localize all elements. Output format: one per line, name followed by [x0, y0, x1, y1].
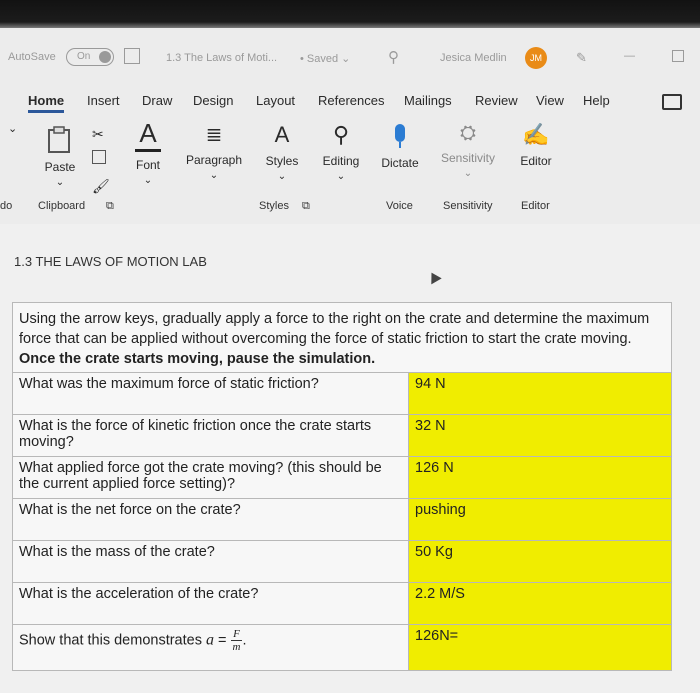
- paste-label: Paste: [44, 160, 76, 174]
- dialog-launcher-icon[interactable]: ⧉: [106, 200, 114, 212]
- document-page[interactable]: [0, 224, 700, 693]
- editor-label: Editor: [520, 154, 552, 168]
- question-cell[interactable]: What is the force of kinetic friction once the crate starts moving?: [13, 415, 409, 457]
- document-title[interactable]: 1.3 The Laws of Moti...: [166, 52, 278, 64]
- intro-bold-text: Once the crate starts moving, pause the simulation.: [19, 351, 376, 367]
- table-row: [13, 303, 672, 373]
- undo-group-label: do: [0, 200, 13, 212]
- format-painter-icon[interactable]: 🖌: [92, 178, 110, 194]
- tab-design[interactable]: Design: [193, 93, 234, 108]
- paragraph-icon: ≣: [205, 124, 223, 146]
- page-title: 1.3 THE LAWS OF MOTION LAB: [14, 254, 207, 269]
- chevron-down-icon[interactable]: ⌄: [209, 170, 219, 181]
- pen-icon[interactable]: ✎: [576, 50, 587, 65]
- formula-lhs: a: [206, 631, 214, 649]
- formula-equals: =: [218, 632, 227, 649]
- save-icon[interactable]: [124, 48, 140, 64]
- ribbon: [0, 118, 700, 218]
- chevron-down-icon[interactable]: ⌄: [55, 177, 65, 188]
- editor-icon: ✍: [522, 122, 550, 147]
- editor-button[interactable]: [514, 122, 558, 168]
- table-row: [13, 583, 672, 625]
- paste-button[interactable]: [40, 124, 80, 188]
- mouse-cursor-icon: [426, 270, 441, 285]
- tab-mailings[interactable]: Mailings: [404, 93, 452, 108]
- answer-cell[interactable]: 50 Kg: [409, 541, 672, 583]
- title-bar: [0, 28, 700, 84]
- lab-table: [12, 302, 672, 671]
- copy-icon[interactable]: [92, 150, 106, 164]
- dictate-button[interactable]: [378, 122, 422, 170]
- microphone-icon: [392, 122, 408, 150]
- formula-numerator: F: [231, 628, 243, 641]
- question-cell[interactable]: What is the net force on the crate?: [13, 499, 409, 541]
- table-row: [13, 625, 672, 671]
- editing-label: Editing: [322, 154, 360, 168]
- question-cell[interactable]: What is the acceleration of the crate?: [13, 583, 409, 625]
- user-name[interactable]: Jesica Medlin: [440, 52, 507, 64]
- clipboard-group-label: Clipboard: [38, 200, 86, 212]
- ribbon-tabs: [0, 88, 700, 135]
- tab-insert[interactable]: Insert: [87, 93, 120, 108]
- dictate-label: Dictate: [381, 156, 419, 170]
- intro-text: Using the arrow keys, gradually apply a force to the right on the crate and determine the maximum force that can be applied without overcoming the force of static friction to start the crate moving.: [19, 311, 650, 347]
- formula-fraction: [231, 628, 243, 653]
- answer-cell[interactable]: 94 N: [409, 373, 672, 415]
- tab-home[interactable]: Home: [28, 93, 64, 113]
- answer-cell[interactable]: 2.2 M/S: [409, 583, 672, 625]
- clipboard-icon: [45, 124, 75, 154]
- cut-icon[interactable]: ✂: [92, 126, 104, 142]
- styles-button[interactable]: [262, 122, 302, 182]
- autosave-toggle[interactable]: [66, 48, 114, 66]
- tab-references[interactable]: References: [318, 93, 385, 108]
- question-cell[interactable]: What applied force got the crate moving? (this should be the current applied force setting)?: [13, 457, 409, 499]
- font-icon: A: [135, 118, 161, 152]
- search-icon: ⚲: [332, 122, 350, 147]
- restore-icon[interactable]: [672, 50, 684, 62]
- table-row: [13, 415, 672, 457]
- voice-group-label: Voice: [386, 200, 413, 212]
- answer-cell[interactable]: 126 N: [409, 457, 672, 499]
- dialog-launcher-icon[interactable]: ⧉: [302, 200, 310, 212]
- styles-label: Styles: [265, 154, 299, 168]
- table-row: [13, 457, 672, 499]
- saved-status[interactable]: • Saved ⌄: [300, 53, 351, 65]
- chevron-down-icon[interactable]: ⌄: [336, 171, 346, 182]
- intro-cell[interactable]: [13, 303, 672, 373]
- editing-button[interactable]: [318, 122, 364, 182]
- tab-review[interactable]: Review: [475, 93, 518, 108]
- question-text: Show that this demonstrates: [19, 632, 202, 649]
- minimize-icon[interactable]: —: [624, 50, 635, 62]
- autosave-state: On: [77, 51, 91, 62]
- avatar[interactable]: JM: [525, 47, 547, 69]
- tab-draw[interactable]: Draw: [142, 93, 173, 108]
- answer-cell[interactable]: 32 N: [409, 415, 672, 457]
- sensitivity-label: Sensitivity: [440, 151, 496, 165]
- font-label: Font: [135, 158, 160, 172]
- autosave-label: AutoSave: [8, 51, 56, 63]
- question-cell[interactable]: What is the mass of the crate?: [13, 541, 409, 583]
- chevron-down-icon[interactable]: ⌄: [143, 175, 153, 186]
- styles-icon: A: [274, 122, 290, 147]
- sensitivity-group-label: Sensitivity: [443, 200, 493, 212]
- toggle-knob: [99, 51, 111, 63]
- chevron-down-icon[interactable]: ⌄: [8, 123, 18, 135]
- table-row: [13, 541, 672, 583]
- sensitivity-button[interactable]: [438, 122, 498, 179]
- chevron-down-icon[interactable]: ⌄: [277, 171, 287, 182]
- paragraph-button[interactable]: [184, 122, 244, 181]
- tab-help[interactable]: Help: [583, 93, 610, 108]
- search-icon[interactable]: ⚲: [388, 49, 399, 66]
- table-row: [13, 499, 672, 541]
- comments-icon[interactable]: [662, 94, 682, 110]
- font-button[interactable]: [130, 118, 166, 186]
- formula-denominator: m: [232, 641, 241, 653]
- tab-layout[interactable]: Layout: [256, 93, 296, 108]
- sensitivity-icon: ⛭: [460, 122, 476, 144]
- chevron-down-icon[interactable]: ⌄: [463, 168, 473, 179]
- word-window: [0, 28, 700, 693]
- paragraph-label: Paragraph: [185, 153, 243, 167]
- answer-cell[interactable]: pushing: [409, 499, 672, 541]
- question-cell[interactable]: Show that this demonstrates a = $\frac{F}{m}$ .: [13, 625, 409, 671]
- tab-view[interactable]: View: [536, 93, 564, 108]
- styles-group-label: Styles: [259, 200, 289, 212]
- editor-group-label: Editor: [521, 200, 550, 212]
- table-row: [13, 373, 672, 415]
- question-cell[interactable]: What was the maximum force of static friction?: [13, 373, 409, 415]
- answer-cell[interactable]: 126N=: [409, 625, 672, 671]
